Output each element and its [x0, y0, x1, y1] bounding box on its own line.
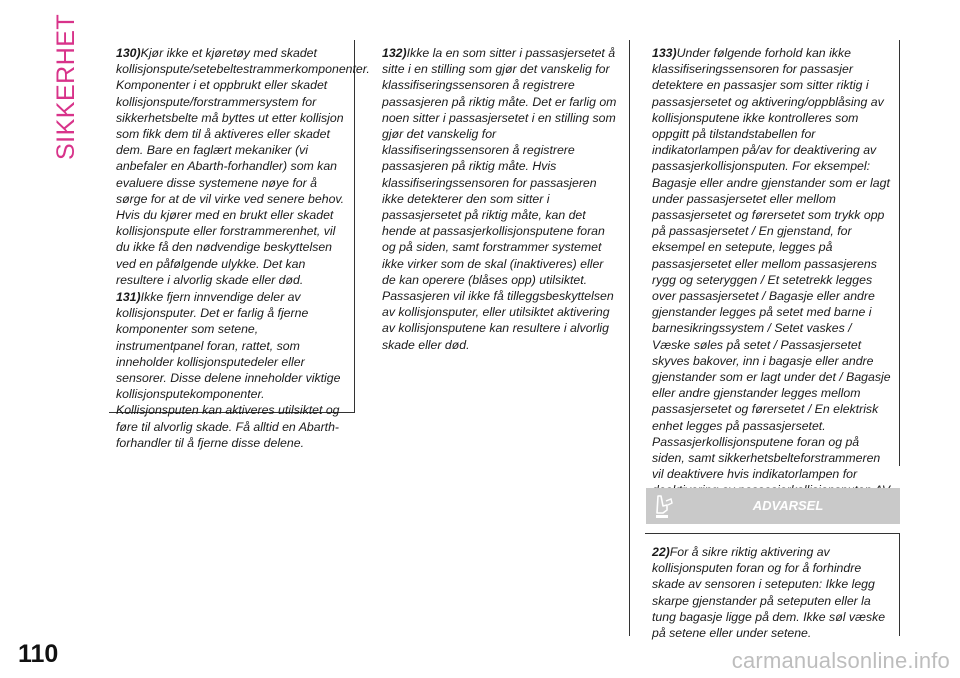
note-131 — [116, 289, 346, 451]
note-number: 133) — [652, 46, 677, 60]
note-text: Kjør ikke et kjøretøy med skadet kollisjonspute/setebeltestrammerkomponenter. Komponenter i et oppbrukt eller skadet kollisjonspute/forstrammersystem for sikkerhetsbelte må byttes ut etter kollisjon som fikk dem til å aktiveres eller skadet dem. Bare en faglært mekaniker (vi anbefaler en Abarth-forhandler) som kan evaluere disse systemene nøye for å sørge for at de vil virke ved senere behov. Hvis du kjører med en brukt eller skadet kollisjonspute eller forstrammerenhet, vil du ikke få den nødvendige beskyttelsen ved en påfølgende ulykke. Det kan resultere i alvorlig skade eller død. — [116, 46, 370, 287]
note-number: 131) — [116, 290, 141, 305]
note-133 — [652, 45, 891, 515]
warning-box — [645, 533, 900, 641]
note-text: Ikke la en som sitter i passasjersetet å sitte i en stilling som gjør det vanskelig for klassifiseringssensoren å registrere passasjeren på riktig måte. Det er farlig om noen sitter i passasjersetet i en stilling som gjør det vanskelig for klassifiseringssensoren å registrere passasjeren på riktig måte. Hvis klassifiseringssensoren for passasjeren ikke detekterer den som sitter i passasjersetet på riktig måte, kan det hende at passasjerkollisjonsputene foran og på siden, samt forstrammer systemet ikke virker som de skal (inaktiveres) eller de kan operere (blåses opp) utilsiktet. Passasjeren vil ikke få tilleggsbeskyttelsen av kollisjonsputer, eller utilsiktet aktivering av kollisjonsputene kan resultere i alvorlig skade eller død. — [382, 46, 617, 352]
section-label: SIKKERHET — [52, 13, 80, 160]
notes-column-2 — [375, 40, 630, 636]
note-number: 132) — [382, 46, 407, 60]
warning-note-22 — [652, 544, 891, 641]
note-number: 130) — [116, 46, 141, 60]
note-text: Under følgende forhold kan ikke klassifiseringssensoren for passasjer detektere en passasjer som sitter riktig i passasjersetet og aktivering/oppblåsing av kollisjonsputene ikke kontrolleres som oppgitt på tilstandstabellen for indikatorlampen på/av for deaktivering av passasjerkollisjonsputen. For eksempel: Bagasje eller andre gjenstander som er lagt under passasjersetet eller mellom passasjersetet og førersetet som trykk opp på passasjersetet / En gjenstand, for eksempel en setepute, legges på passasjersetet eller mellom passasjerens rygg og seteryggen / Et setetrekk legges over passasjersetet / Bagasje eller andre gjenstander legges på setet med barne i barnesikringssystem / Setet vaskes / Væske søles på setet / Passasjersetet skyves bakover, inn i bagasje eller andre gjenstander som er lagt under det / Bagasje eller andre gjenstander legges mellom passasjersetet og førersetet / En elektrisk enhet legges på passasjersetet. Passasjerkollisjonsputene foran og på siden, samt sikkerhetsbelteforstrammeren vil deaktivere hvis indikatorlampen for — [652, 46, 891, 482]
notes-column-3 — [645, 40, 900, 482]
notes-column-1 — [109, 40, 370, 450]
warning-title: ADVARSEL — [752, 498, 824, 513]
note-text: Ikke fjern innvendige deler av kollisjonsputer. Det er farlig å fjerne komponenter som setene, instrumentpanel foran, rattet, som inneholder kollisjonsputedeler eller sensorer. Disse delene inneholder viktige kollisjonsputekomponenter. Kollisjonsputen kan aktiveres utilsiktet og føre til alvorlig skade. Få alltid en Abarth-forhandler til å fjerne disse delene. — [116, 290, 341, 450]
note-text: For å sikre riktig aktivering av kollisjonsputen foran og for å forhindre skade av sensoren i seteputen: Ikke legg skarpe gjenstander på seteputen eller la tung bagasje ligge på dem. Ikke søl væske på setene eller under setene. — [652, 545, 886, 641]
warning-banner — [646, 488, 900, 524]
note-130 — [116, 45, 370, 288]
note-number: 22) — [652, 545, 670, 559]
note-132 — [382, 45, 619, 353]
page-number: 110 — [18, 640, 59, 668]
footer-watermark-url: carmanualsonline.info — [731, 648, 950, 673]
